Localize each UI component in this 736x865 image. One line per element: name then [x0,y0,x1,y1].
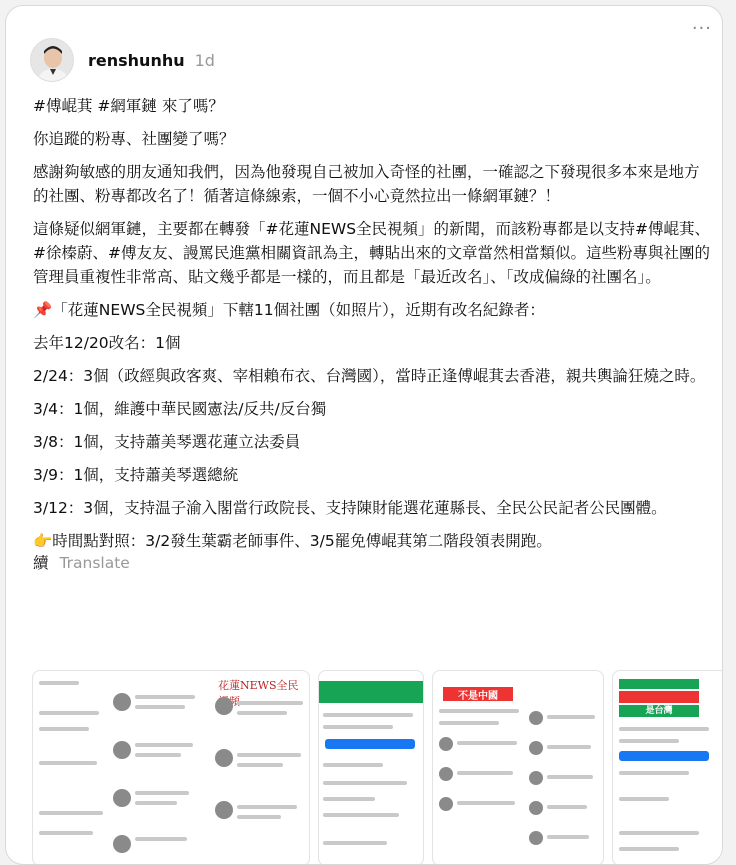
post-body [33,94,713,573]
image-gallery[interactable] [32,670,723,865]
post-paragraph: 3/12：3個，支持温子渝入閣當行政院長、支持陳財能選花蓮縣長、全民公民記者公民團體。 [33,499,667,517]
post-paragraph: 感謝夠敏感的朋友通知我們，因為他發現自己被加入奇怪的社團，一確認之下發現很多本來是地方的社團、粉專都改名了！循著這條線索，一個不小心竟然拉出一條網軍鏈？！ [33,163,700,205]
image-banner-green: 是台灣 [619,705,699,717]
post-paragraph: 2/24：3個（政經與政客爽、宰相賴布衣、台灣國），當時正逢傅崐萁去香港，親共輿論狂燒之時。 [33,367,706,385]
continue-label: 續 [33,554,49,572]
post-header [30,36,710,84]
translate-button[interactable]: Translate [59,554,130,572]
more-options-icon[interactable]: ··· [691,18,712,39]
post-image-3[interactable] [432,670,604,865]
image-banner: 不是中國 [443,687,513,701]
post-paragraph: #傅崐萁 #網軍鏈 來了嗎？ [33,97,224,115]
post-paragraph: 👉時間點對照：3/2發生葉霸老師事件、3/5罷免傅崐萁第二階段領表開跑。 [33,532,552,550]
post-paragraph: 你追蹤的粉專、社團變了嗎？ [33,130,235,148]
translate-row [33,553,713,573]
post-paragraph: 去年12/20改名：1個 [33,334,181,352]
post-paragraph: 這條疑似網軍鏈，主要都在轉發「#花蓮NEWS全民視頻」的新聞，而該粉專都是以支持#傅崐萁、#徐榛蔚、#傅友友、謾罵民進黨相關資訊為主，轉貼出來的文章當然相當類似。這些粉專與社團的管理員重複性非常高、貼文幾乎都是一樣的，而且都是「最近改名」、「改成偏綠的社團名」。 [33,220,711,286]
post-paragraph: 3/4：1個，維護中華民國憲法/反共/反台獨 [33,400,327,418]
post-paragraph: 📌「花蓮NEWS全民視頻」下轄11個社團（如照片），近期有改名紀錄者： [33,301,545,319]
post-paragraph: 3/9：1個，支持蕭美琴選總統 [33,466,239,484]
post-time[interactable]: 1d [194,50,215,70]
image-title: 花蓮NEWS全民 頻 [218,679,299,708]
post-card [5,5,723,865]
avatar[interactable] [30,38,74,82]
username[interactable]: renshunhu [88,50,185,70]
post-paragraph: 3/8：1個，支持蕭美琴選花蓮立法委員 [33,433,301,451]
post-image-4[interactable] [612,670,723,865]
post-image-2[interactable] [318,670,424,865]
post-image-1[interactable] [32,670,310,865]
